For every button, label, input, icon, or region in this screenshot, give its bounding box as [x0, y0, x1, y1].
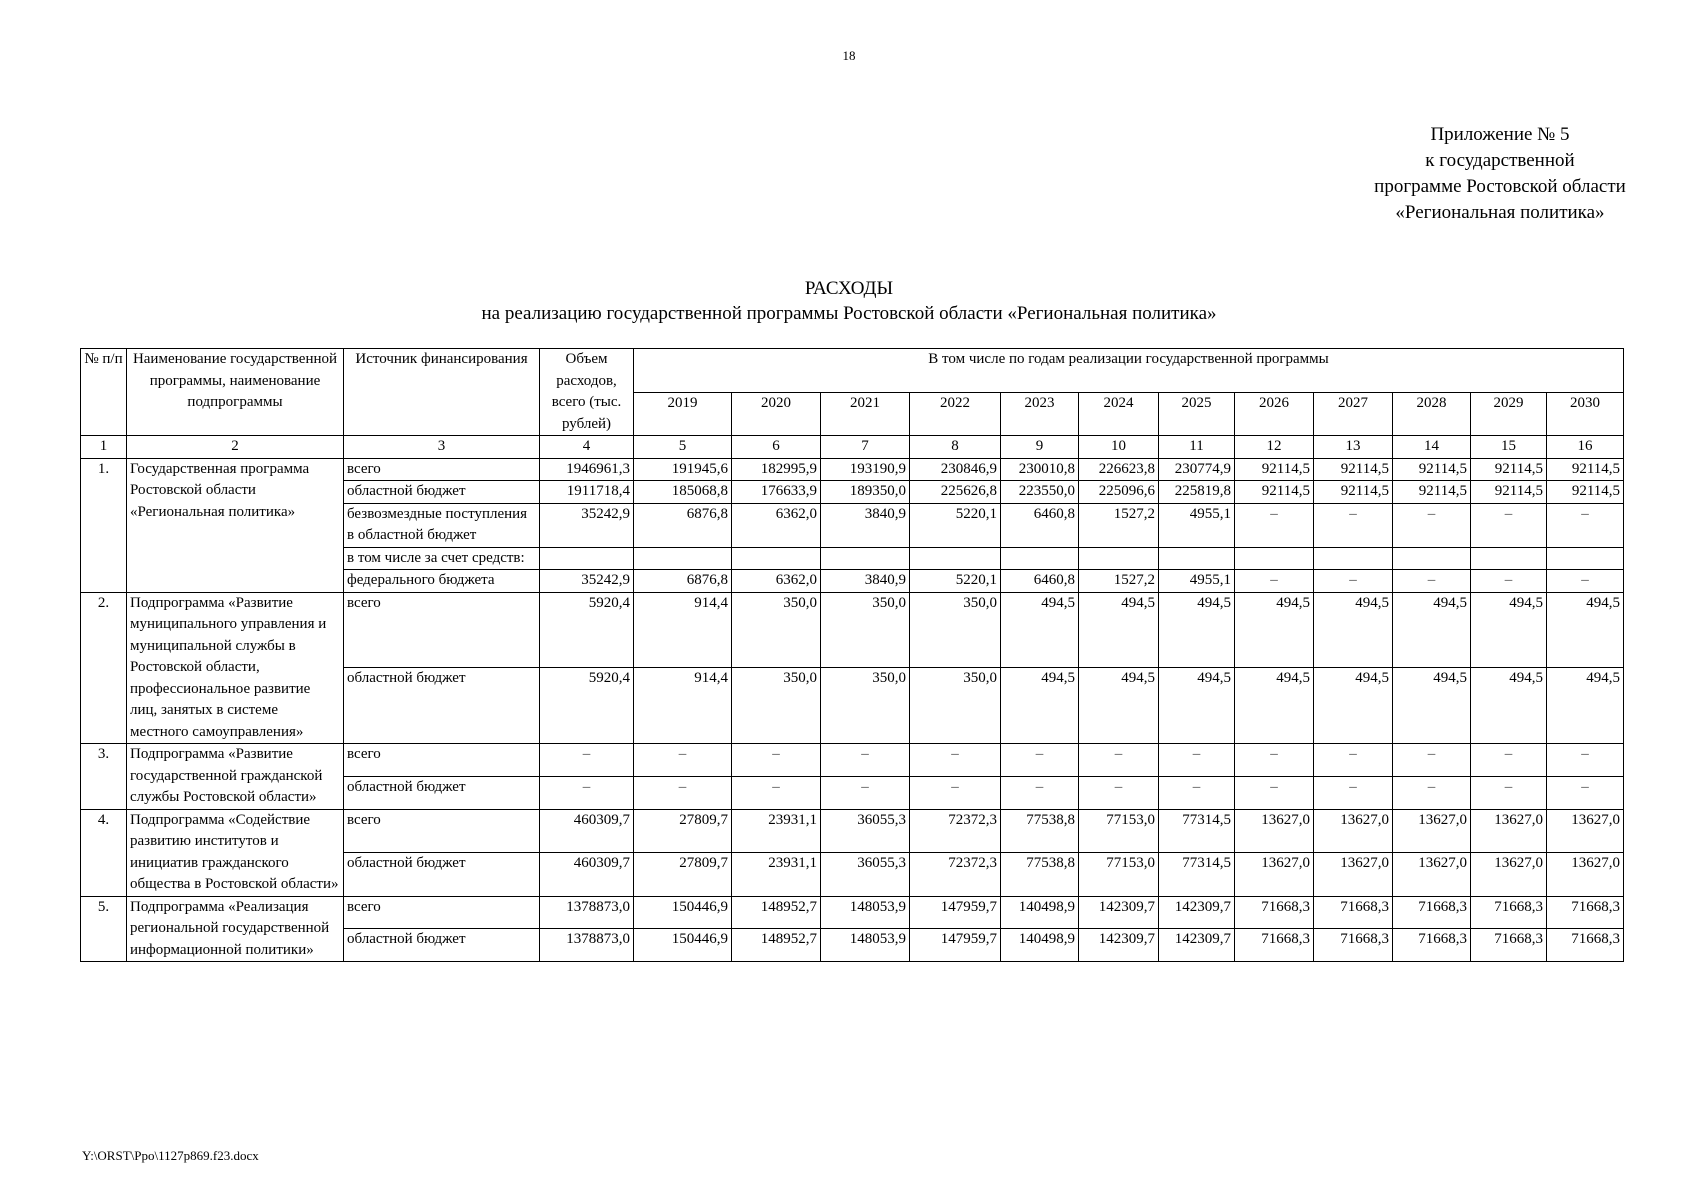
- year-value: 1527,2: [1079, 570, 1159, 593]
- year-value: 13627,0: [1235, 853, 1314, 897]
- year-value: 92114,5: [1471, 458, 1547, 481]
- year-value: 494,5: [1001, 592, 1079, 668]
- program-number: 2.: [81, 592, 127, 744]
- document-title: [0, 276, 1698, 326]
- year-value: –: [1079, 744, 1159, 777]
- year-value: [1079, 547, 1159, 570]
- column-index: 10: [1079, 436, 1159, 459]
- year-value: 92114,5: [1393, 481, 1471, 504]
- total-value: [540, 547, 634, 570]
- total-value: 35242,9: [540, 570, 634, 593]
- year-value: 185068,8: [634, 481, 732, 504]
- year-value: –: [1547, 776, 1624, 809]
- year-value: 494,5: [1314, 668, 1393, 744]
- year-value: –: [732, 776, 821, 809]
- file-path-footer: Y:\ORST\Ppo\1127p869.f23.docx: [82, 1148, 259, 1163]
- year-value: –: [1393, 503, 1471, 547]
- table-row: [81, 744, 1624, 777]
- year-value: –: [1235, 503, 1314, 547]
- year-value: 148053,9: [821, 929, 910, 962]
- year-value: 92114,5: [1471, 481, 1547, 504]
- header-num: № п/п: [81, 349, 127, 436]
- year-value: 142309,7: [1079, 896, 1159, 929]
- header-year: 2027: [1314, 392, 1393, 436]
- year-value: 71668,3: [1471, 896, 1547, 929]
- year-value: 494,5: [1393, 668, 1471, 744]
- column-index: 16: [1547, 436, 1624, 459]
- year-value: 77314,5: [1159, 809, 1235, 853]
- funding-source: областной бюджет: [344, 929, 540, 962]
- total-value: 5920,4: [540, 668, 634, 744]
- column-index: 11: [1159, 436, 1235, 459]
- appendix-block: [1300, 122, 1698, 226]
- year-value: 494,5: [1547, 668, 1624, 744]
- funding-source: всего: [344, 809, 540, 853]
- year-value: 230846,9: [910, 458, 1001, 481]
- year-value: –: [1471, 744, 1547, 777]
- year-value: 13627,0: [1235, 809, 1314, 853]
- year-value: 23931,1: [732, 853, 821, 897]
- header-years-group: В том числе по годам реализации государственной программы: [634, 349, 1624, 393]
- year-value: 225626,8: [910, 481, 1001, 504]
- year-value: 77538,8: [1001, 853, 1079, 897]
- year-value: 350,0: [732, 592, 821, 668]
- year-value: 6362,0: [732, 570, 821, 593]
- column-index: 9: [1001, 436, 1079, 459]
- year-value: 142309,7: [1079, 929, 1159, 962]
- table-row: [81, 592, 1624, 668]
- year-value: 494,5: [1471, 668, 1547, 744]
- year-value: –: [1079, 776, 1159, 809]
- year-value: 494,5: [1471, 592, 1547, 668]
- year-value: –: [1393, 570, 1471, 593]
- year-value: 494,5: [1547, 592, 1624, 668]
- year-value: 36055,3: [821, 853, 910, 897]
- total-value: 460309,7: [540, 853, 634, 897]
- year-value: [1471, 547, 1547, 570]
- year-value: 494,5: [1235, 592, 1314, 668]
- year-value: [821, 547, 910, 570]
- year-value: –: [732, 744, 821, 777]
- table-row: [81, 896, 1624, 929]
- year-value: 226623,8: [1079, 458, 1159, 481]
- year-value: 140498,9: [1001, 929, 1079, 962]
- year-value: 92114,5: [1393, 458, 1471, 481]
- header-year: 2023: [1001, 392, 1079, 436]
- year-value: [1393, 547, 1471, 570]
- year-value: 142309,7: [1159, 896, 1235, 929]
- year-value: 13627,0: [1547, 809, 1624, 853]
- year-value: 914,4: [634, 668, 732, 744]
- column-index: 14: [1393, 436, 1471, 459]
- year-value: 77153,0: [1079, 853, 1159, 897]
- year-value: 142309,7: [1159, 929, 1235, 962]
- year-value: 147959,7: [910, 896, 1001, 929]
- header-year: 2030: [1547, 392, 1624, 436]
- total-value: 35242,9: [540, 503, 634, 547]
- program-number: 4.: [81, 809, 127, 896]
- header-name: Наименование государственной программы, наименование подпрограммы: [127, 349, 344, 436]
- header-year: 2019: [634, 392, 732, 436]
- year-value: 6460,8: [1001, 570, 1079, 593]
- year-value: –: [821, 744, 910, 777]
- year-value: –: [1393, 776, 1471, 809]
- year-value: 92114,5: [1314, 481, 1393, 504]
- year-value: 6460,8: [1001, 503, 1079, 547]
- year-value: 140498,9: [1001, 896, 1079, 929]
- program-name: Подпрограмма «Развитие государственной гражданской службы Ростовской области»: [127, 744, 344, 810]
- title-subtitle: на реализацию государственной программы Ростовской области «Региональная политика»: [481, 303, 1217, 324]
- year-value: –: [634, 776, 732, 809]
- year-value: 494,5: [1001, 668, 1079, 744]
- year-value: 914,4: [634, 592, 732, 668]
- header-year: 2024: [1079, 392, 1159, 436]
- page-number: 18: [842, 48, 856, 63]
- column-index: 15: [1471, 436, 1547, 459]
- year-value: 72372,3: [910, 853, 1001, 897]
- year-value: 71668,3: [1393, 896, 1471, 929]
- year-value: 71668,3: [1235, 896, 1314, 929]
- year-value: –: [1001, 744, 1079, 777]
- header-year: 2025: [1159, 392, 1235, 436]
- year-value: 230010,8: [1001, 458, 1079, 481]
- column-index: 2: [127, 436, 344, 459]
- year-value: –: [1314, 776, 1393, 809]
- year-value: –: [1471, 570, 1547, 593]
- total-value: –: [540, 776, 634, 809]
- total-value: 1946961,3: [540, 458, 634, 481]
- program-number: 3.: [81, 744, 127, 810]
- year-value: 36055,3: [821, 809, 910, 853]
- year-value: 350,0: [732, 668, 821, 744]
- year-value: 6876,8: [634, 503, 732, 547]
- year-value: 350,0: [910, 592, 1001, 668]
- column-index: 5: [634, 436, 732, 459]
- year-value: 27809,7: [634, 853, 732, 897]
- funding-source: областной бюджет: [344, 853, 540, 897]
- year-value: 176633,9: [732, 481, 821, 504]
- year-value: 92114,5: [1547, 458, 1624, 481]
- funding-source: всего: [344, 592, 540, 668]
- year-value: 92114,5: [1235, 458, 1314, 481]
- appendix-line: «Региональная политика»: [1395, 202, 1605, 223]
- year-value: 13627,0: [1314, 853, 1393, 897]
- year-value: –: [1314, 503, 1393, 547]
- year-value: 71668,3: [1314, 929, 1393, 962]
- column-index: 12: [1235, 436, 1314, 459]
- appendix-line: Приложение № 5: [1430, 124, 1570, 145]
- year-value: 71668,3: [1314, 896, 1393, 929]
- year-value: –: [1471, 503, 1547, 547]
- year-value: –: [1547, 570, 1624, 593]
- column-index: 3: [344, 436, 540, 459]
- year-value: 13627,0: [1393, 853, 1471, 897]
- year-value: 150446,9: [634, 896, 732, 929]
- appendix-line: программе Ростовской области: [1374, 176, 1626, 197]
- header-source: Источник финансирования: [344, 349, 540, 436]
- header-volume: Объем расходов, всего (тыс. рублей): [540, 349, 634, 436]
- program-name: Государственная программа Ростовской области «Региональная политика»: [127, 458, 344, 592]
- year-value: [910, 547, 1001, 570]
- year-value: –: [1314, 570, 1393, 593]
- funding-source: областной бюджет: [344, 776, 540, 809]
- total-value: 1378873,0: [540, 929, 634, 962]
- column-index: 13: [1314, 436, 1393, 459]
- year-value: 494,5: [1079, 592, 1159, 668]
- year-value: –: [910, 776, 1001, 809]
- program-name: Подпрограмма «Развитие муниципального управления и муниципальной службы в Ростовской области, профессиональное развитие лиц, занятых в системе местного самоуправления»: [127, 592, 344, 744]
- year-value: –: [1235, 776, 1314, 809]
- funding-source: в том числе за счет средств:: [344, 547, 540, 570]
- year-value: –: [1235, 570, 1314, 593]
- year-value: –: [1159, 776, 1235, 809]
- year-value: 77153,0: [1079, 809, 1159, 853]
- program-number: 5.: [81, 896, 127, 962]
- year-value: 225096,6: [1079, 481, 1159, 504]
- year-value: –: [634, 744, 732, 777]
- year-value: [1235, 547, 1314, 570]
- year-value: 494,5: [1079, 668, 1159, 744]
- year-value: 4955,1: [1159, 570, 1235, 593]
- year-value: 6876,8: [634, 570, 732, 593]
- year-value: 494,5: [1159, 592, 1235, 668]
- header-year: 2026: [1235, 392, 1314, 436]
- year-value: 148952,7: [732, 896, 821, 929]
- year-value: 230774,9: [1159, 458, 1235, 481]
- funding-source: всего: [344, 744, 540, 777]
- total-value: 1378873,0: [540, 896, 634, 929]
- year-value: 4955,1: [1159, 503, 1235, 547]
- column-index: 6: [732, 436, 821, 459]
- year-value: 5220,1: [910, 503, 1001, 547]
- year-value: 77538,8: [1001, 809, 1079, 853]
- column-index-row: [81, 436, 1624, 459]
- year-value: 350,0: [910, 668, 1001, 744]
- funding-source: всего: [344, 896, 540, 929]
- year-value: 3840,9: [821, 570, 910, 593]
- year-value: 71668,3: [1547, 929, 1624, 962]
- year-value: –: [1471, 776, 1547, 809]
- total-value: 1911718,4: [540, 481, 634, 504]
- column-index: 1: [81, 436, 127, 459]
- header-year: 2020: [732, 392, 821, 436]
- year-value: 92114,5: [1547, 481, 1624, 504]
- header-year: 2022: [910, 392, 1001, 436]
- year-value: 13627,0: [1547, 853, 1624, 897]
- header-year: 2028: [1393, 392, 1471, 436]
- year-value: 494,5: [1159, 668, 1235, 744]
- title-main: РАСХОДЫ: [804, 278, 894, 299]
- year-value: 494,5: [1235, 668, 1314, 744]
- year-value: 13627,0: [1471, 853, 1547, 897]
- column-index: 4: [540, 436, 634, 459]
- year-value: 148053,9: [821, 896, 910, 929]
- year-value: 77314,5: [1159, 853, 1235, 897]
- year-value: –: [1314, 744, 1393, 777]
- table-row: [81, 458, 1624, 481]
- funding-source: областной бюджет: [344, 668, 540, 744]
- year-value: [1547, 547, 1624, 570]
- expenses-table: [80, 348, 1624, 962]
- total-value: –: [540, 744, 634, 777]
- year-value: 182995,9: [732, 458, 821, 481]
- funding-source: областной бюджет: [344, 481, 540, 504]
- year-value: 150446,9: [634, 929, 732, 962]
- program-number: 1.: [81, 458, 127, 592]
- year-value: [732, 547, 821, 570]
- funding-source: федерального бюджета: [344, 570, 540, 593]
- year-value: 147959,7: [910, 929, 1001, 962]
- program-name: Подпрограмма «Реализация региональной государственной информационной политики»: [127, 896, 344, 962]
- table-row: [81, 809, 1624, 853]
- year-value: –: [1393, 744, 1471, 777]
- year-value: –: [1547, 503, 1624, 547]
- year-value: 23931,1: [732, 809, 821, 853]
- year-value: 1527,2: [1079, 503, 1159, 547]
- funding-source: всего: [344, 458, 540, 481]
- year-value: 494,5: [1314, 592, 1393, 668]
- year-value: [1001, 547, 1079, 570]
- total-value: 460309,7: [540, 809, 634, 853]
- year-value: 92114,5: [1314, 458, 1393, 481]
- year-value: [1314, 547, 1393, 570]
- year-value: –: [1159, 744, 1235, 777]
- year-value: 148952,7: [732, 929, 821, 962]
- total-value: 5920,4: [540, 592, 634, 668]
- header-year: 2021: [821, 392, 910, 436]
- year-value: 71668,3: [1235, 929, 1314, 962]
- year-value: 6362,0: [732, 503, 821, 547]
- year-value: 72372,3: [910, 809, 1001, 853]
- year-value: 3840,9: [821, 503, 910, 547]
- year-value: 5220,1: [910, 570, 1001, 593]
- year-value: –: [821, 776, 910, 809]
- year-value: [1159, 547, 1235, 570]
- year-value: 13627,0: [1471, 809, 1547, 853]
- funding-source: безвозмездные поступления в областной бюджет: [344, 503, 540, 547]
- year-value: 350,0: [821, 592, 910, 668]
- program-name: Подпрограмма «Содействие развитию институтов и инициатив гражданского общества в Ростовской области»: [127, 809, 344, 896]
- year-value: –: [1001, 776, 1079, 809]
- year-value: 189350,0: [821, 481, 910, 504]
- year-value: 92114,5: [1235, 481, 1314, 504]
- year-value: 71668,3: [1471, 929, 1547, 962]
- year-value: –: [1235, 744, 1314, 777]
- year-value: 225819,8: [1159, 481, 1235, 504]
- year-value: 71668,3: [1547, 896, 1624, 929]
- year-value: 13627,0: [1393, 809, 1471, 853]
- year-value: 13627,0: [1314, 809, 1393, 853]
- year-value: 71668,3: [1393, 929, 1471, 962]
- header-year: 2029: [1471, 392, 1547, 436]
- appendix-line: к государственной: [1425, 150, 1575, 171]
- year-value: 193190,9: [821, 458, 910, 481]
- year-value: 27809,7: [634, 809, 732, 853]
- year-value: –: [910, 744, 1001, 777]
- year-value: 494,5: [1393, 592, 1471, 668]
- year-value: –: [1547, 744, 1624, 777]
- year-value: 191945,6: [634, 458, 732, 481]
- year-value: 350,0: [821, 668, 910, 744]
- column-index: 8: [910, 436, 1001, 459]
- header-row: [81, 349, 1624, 393]
- column-index: 7: [821, 436, 910, 459]
- year-value: 223550,0: [1001, 481, 1079, 504]
- year-value: [634, 547, 732, 570]
